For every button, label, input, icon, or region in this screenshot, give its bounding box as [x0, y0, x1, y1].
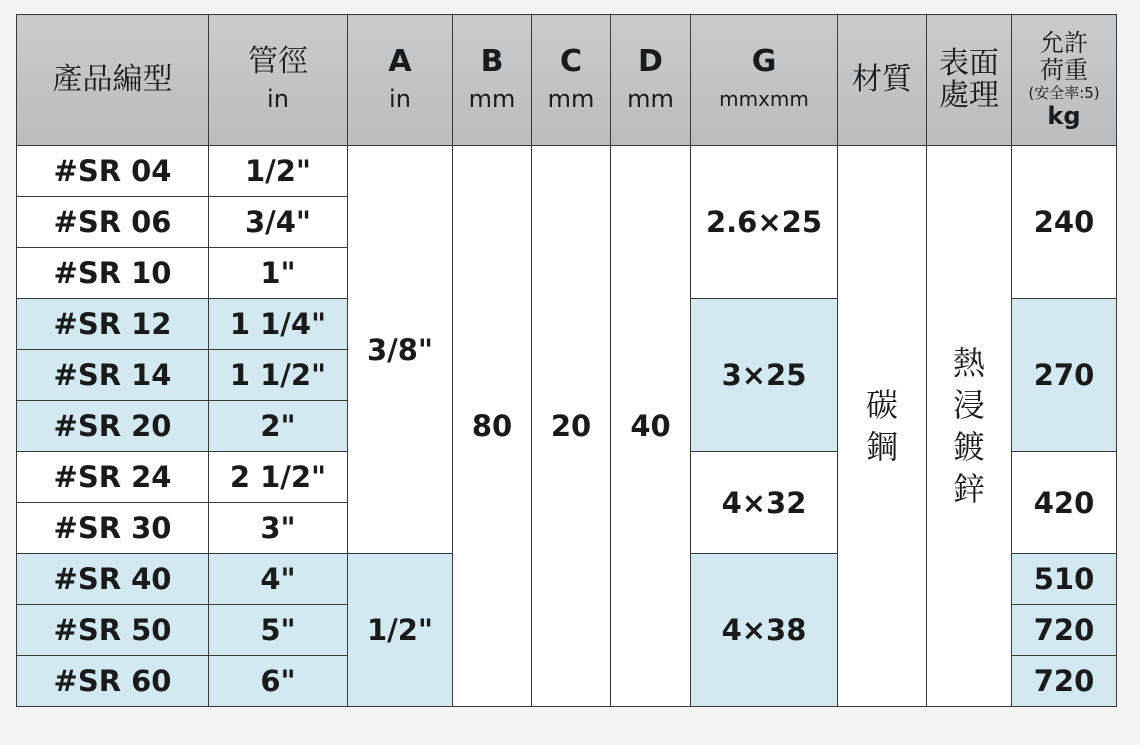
dia-cell: 4": [209, 554, 348, 605]
surface-value: 熱浸鍍鋅: [952, 344, 985, 508]
load-value-cell: 420: [1012, 452, 1117, 554]
header-g: G mmxmm: [691, 15, 838, 146]
header-model: 產品編型: [17, 15, 209, 146]
g-value-cell: 4×38: [691, 554, 838, 707]
model-cell: #SR 14: [17, 350, 209, 401]
header-pipe-dia: 管徑 in: [209, 15, 348, 146]
header-load: 允許 荷重 (安全率:5) kg: [1012, 15, 1117, 146]
dia-cell: 2": [209, 401, 348, 452]
model-cell: #SR 10: [17, 248, 209, 299]
spec-table: [16, 14, 1117, 707]
dia-cell: 1 1/4": [209, 299, 348, 350]
a-value-cell: 3/8": [348, 146, 453, 554]
header-row: [17, 15, 1117, 146]
model-cell: #SR 04: [17, 146, 209, 197]
dia-cell: 3/4": [209, 197, 348, 248]
model-cell: #SR 60: [17, 656, 209, 707]
model-cell: #SR 50: [17, 605, 209, 656]
model-cell: #SR 30: [17, 503, 209, 554]
load-value-cell: 720: [1012, 605, 1117, 656]
model-cell: #SR 06: [17, 197, 209, 248]
dia-cell: 2 1/2": [209, 452, 348, 503]
c-value-cell: 20: [532, 146, 611, 707]
d-value-cell: 40: [611, 146, 691, 707]
header-b: B mm: [453, 15, 532, 146]
model-cell: #SR 12: [17, 299, 209, 350]
model-cell: #SR 24: [17, 452, 209, 503]
material-value: 碳鋼: [865, 386, 898, 466]
load-value-cell: 720: [1012, 656, 1117, 707]
g-value-cell: 2.6×25: [691, 146, 838, 299]
g-value-cell: 3×25: [691, 299, 838, 452]
dia-cell: 1": [209, 248, 348, 299]
load-value-cell: 510: [1012, 554, 1117, 605]
model-cell: #SR 40: [17, 554, 209, 605]
dia-cell: 5": [209, 605, 348, 656]
material-cell: [838, 146, 927, 707]
load-value-cell: 270: [1012, 299, 1117, 452]
dia-cell: 3": [209, 503, 348, 554]
model-cell: #SR 20: [17, 401, 209, 452]
load-value-cell: 240: [1012, 146, 1117, 299]
header-surface: 表面 處理: [927, 15, 1012, 146]
spec-table-container: [16, 14, 1117, 707]
dia-cell: 1 1/2": [209, 350, 348, 401]
table-row: [17, 146, 1117, 197]
b-value-cell: 80: [453, 146, 532, 707]
surface-cell: [927, 146, 1012, 707]
header-c: C mm: [532, 15, 611, 146]
header-d: D mm: [611, 15, 691, 146]
header-material: 材質: [838, 15, 927, 146]
dia-cell: 1/2": [209, 146, 348, 197]
dia-cell: 6": [209, 656, 348, 707]
header-a: A in: [348, 15, 453, 146]
a-value-cell: 1/2": [348, 554, 453, 707]
g-value-cell: 4×32: [691, 452, 838, 554]
